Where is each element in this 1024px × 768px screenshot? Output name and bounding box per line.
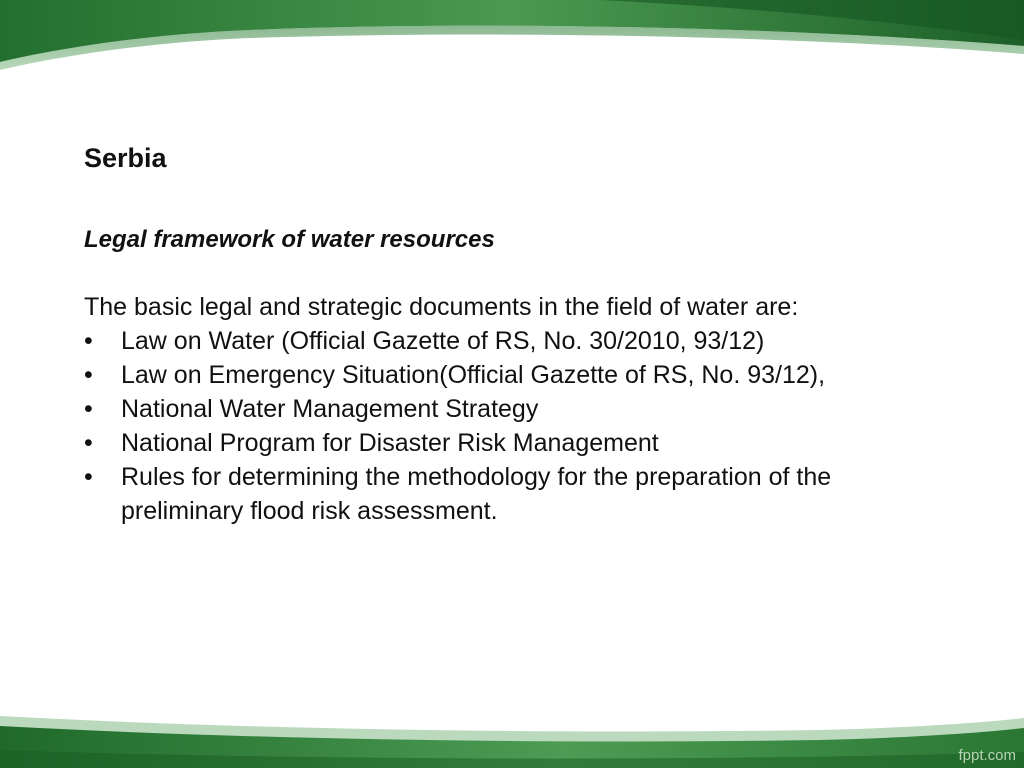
intro-text: The basic legal and strategic documents in the field of water are: xyxy=(84,293,799,321)
list-item-text: National Water Management Strategy xyxy=(121,395,539,423)
bottom-decorative-band xyxy=(0,700,1024,768)
list-item-text: Law on Water (Official Gazette of RS, No. 30/2010, 93/12) xyxy=(121,327,765,355)
bullet-list xyxy=(84,324,944,528)
list-item xyxy=(84,358,944,392)
list-item-text: National Program for Disaster Risk Management xyxy=(121,429,659,457)
watermark-text: fppt.com xyxy=(958,747,1016,764)
top-decorative-band xyxy=(0,0,1024,80)
bullet-icon: • xyxy=(84,327,93,355)
list-item-text: Law on Emergency Situation(Official Gazette of RS, No. 93/12), xyxy=(121,361,826,389)
bullet-icon: • xyxy=(84,395,93,423)
bullet-icon: • xyxy=(84,463,93,491)
bullet-icon: • xyxy=(84,429,93,457)
list-item xyxy=(84,392,944,426)
list-item-text: Rules for determining the methodology for the preparation of the preliminary flood risk assessment. xyxy=(121,463,832,525)
bullet-icon: • xyxy=(84,361,93,389)
list-item xyxy=(84,324,944,358)
list-item xyxy=(84,460,944,528)
slide-subtitle: Legal framework of water resources xyxy=(84,226,495,253)
list-item xyxy=(84,426,944,460)
slide-title: Serbia xyxy=(84,143,167,173)
